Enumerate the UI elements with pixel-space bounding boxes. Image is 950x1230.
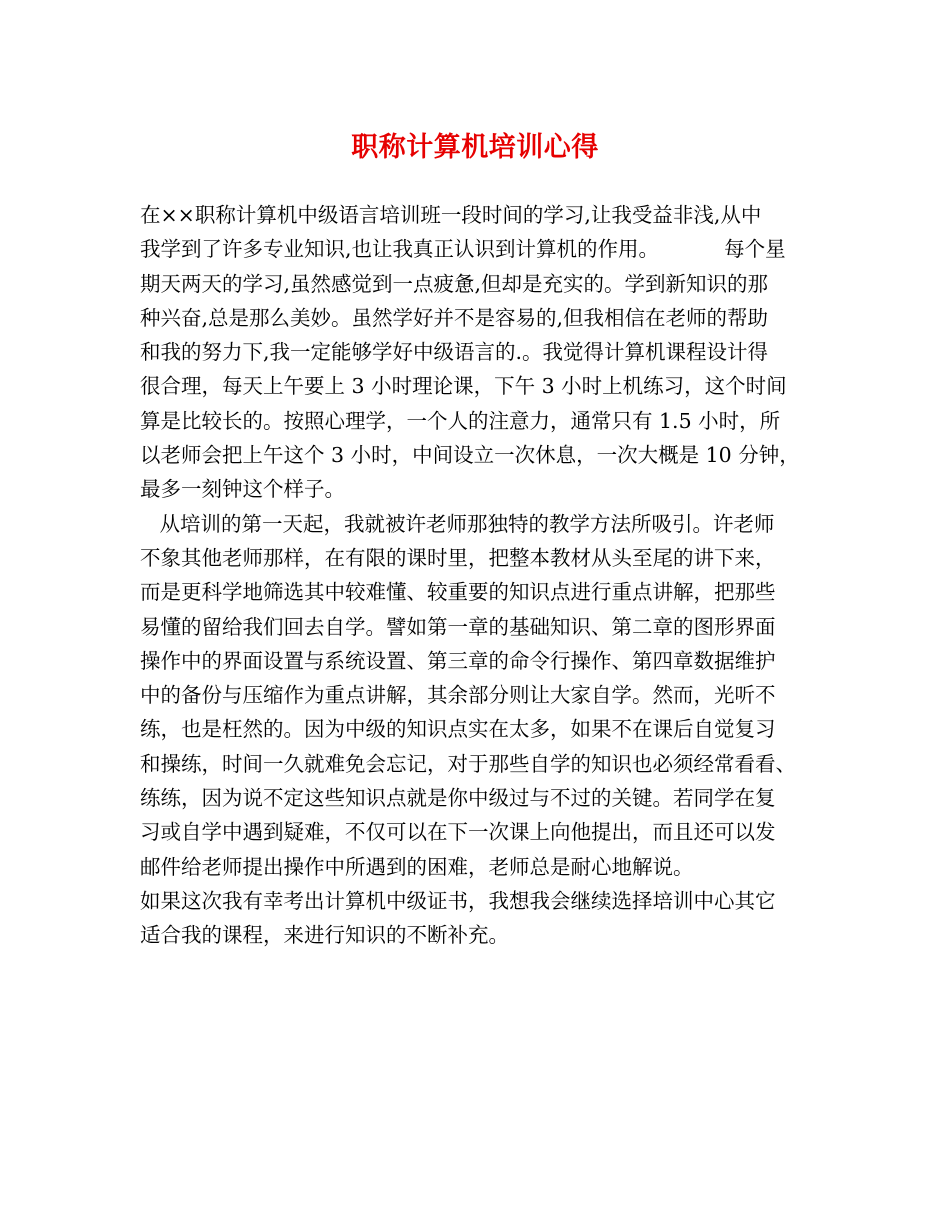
body-text-line: 不象其他老师那样，在有限的课时里，把整本教材从头至尾的讲下来， (140, 545, 776, 570)
body-text-line: 期天两天的学习,虽然感觉到一点疲惫,但却是充实的。学到新知识的那 (140, 271, 769, 296)
body-text-line: 操作中的界面设置与系统设置、第三章的命令行操作、第四章数据维护 (140, 648, 776, 673)
document-title: 职称计算机培训心得 (351, 132, 599, 163)
body-text-line: 邮件给老师提出操作中所遇到的困难，老师总是耐心地解说。 (140, 854, 694, 879)
body-text-line: 习或自学中遇到疑难，不仅可以在下一次课上向他提出，而且还可以发 (140, 820, 776, 845)
body-text-line: 易懂的留给我们回去自学。譬如第一章的基础知识、第二章的图形界面 (140, 614, 776, 639)
body-text-line: 和我的努力下,我一定能够学好中级语言的.。我觉得计算机课程设计得 (140, 340, 769, 365)
body-text-line: 中的备份与压缩作为重点讲解，其余部分则让大家自学。然而，光听不 (140, 683, 776, 708)
body-text-line: 而是更科学地筛选其中较难懂、较重要的知识点进行重点讲解，把那些 (140, 580, 776, 605)
body-text-line: 练，也是枉然的。因为中级的知识点实在太多，如果不在课后自觉复习 (140, 717, 776, 742)
body-text-line: 我学到了许多专业知识,也让我真正认识到计算机的作用。 每个星 (140, 237, 786, 262)
body-text-line: 如果这次我有幸考出计算机中级证书，我想我会继续选择培训中心其它 (140, 888, 776, 913)
body-text-line: 从培训的第一天起，我就被许老师那独特的教学方法所吸引。许老师 (140, 511, 775, 536)
body-text-line: 在××职称计算机中级语言培训班一段时间的学习,让我受益非浅,从中 (140, 203, 762, 227)
body-text-line: 很合理，每天上午要上 3 小时理论课，下午 3 小时上机练习，这个时间 (140, 374, 787, 399)
body-text-line: 练练，因为说不定这些知识点就是你中级过与不过的关键。若同学在复 (140, 786, 776, 811)
body-text-line: 种兴奋,总是那么美妙。虽然学好并不是容易的,但我相信在老师的帮助 (140, 305, 769, 330)
body-text-line: 算是比较长的。按照心理学，一个人的注意力，通常只有 1.5 小时，所 (140, 408, 781, 433)
body-text-line: 适合我的课程，来进行知识的不断补充。 (140, 923, 509, 948)
document-body (140, 198, 820, 953)
body-text-line: 最多一刻钟这个样子。 (140, 477, 345, 502)
body-text-line: 和操练，时间一久就难免会忘记，对于那些自学的知识也必须经常看看、 (140, 751, 796, 776)
body-text-line: 以老师会把上午这个 3 小时，中间设立一次休息，一次大概是 10 分钟， (140, 443, 800, 468)
